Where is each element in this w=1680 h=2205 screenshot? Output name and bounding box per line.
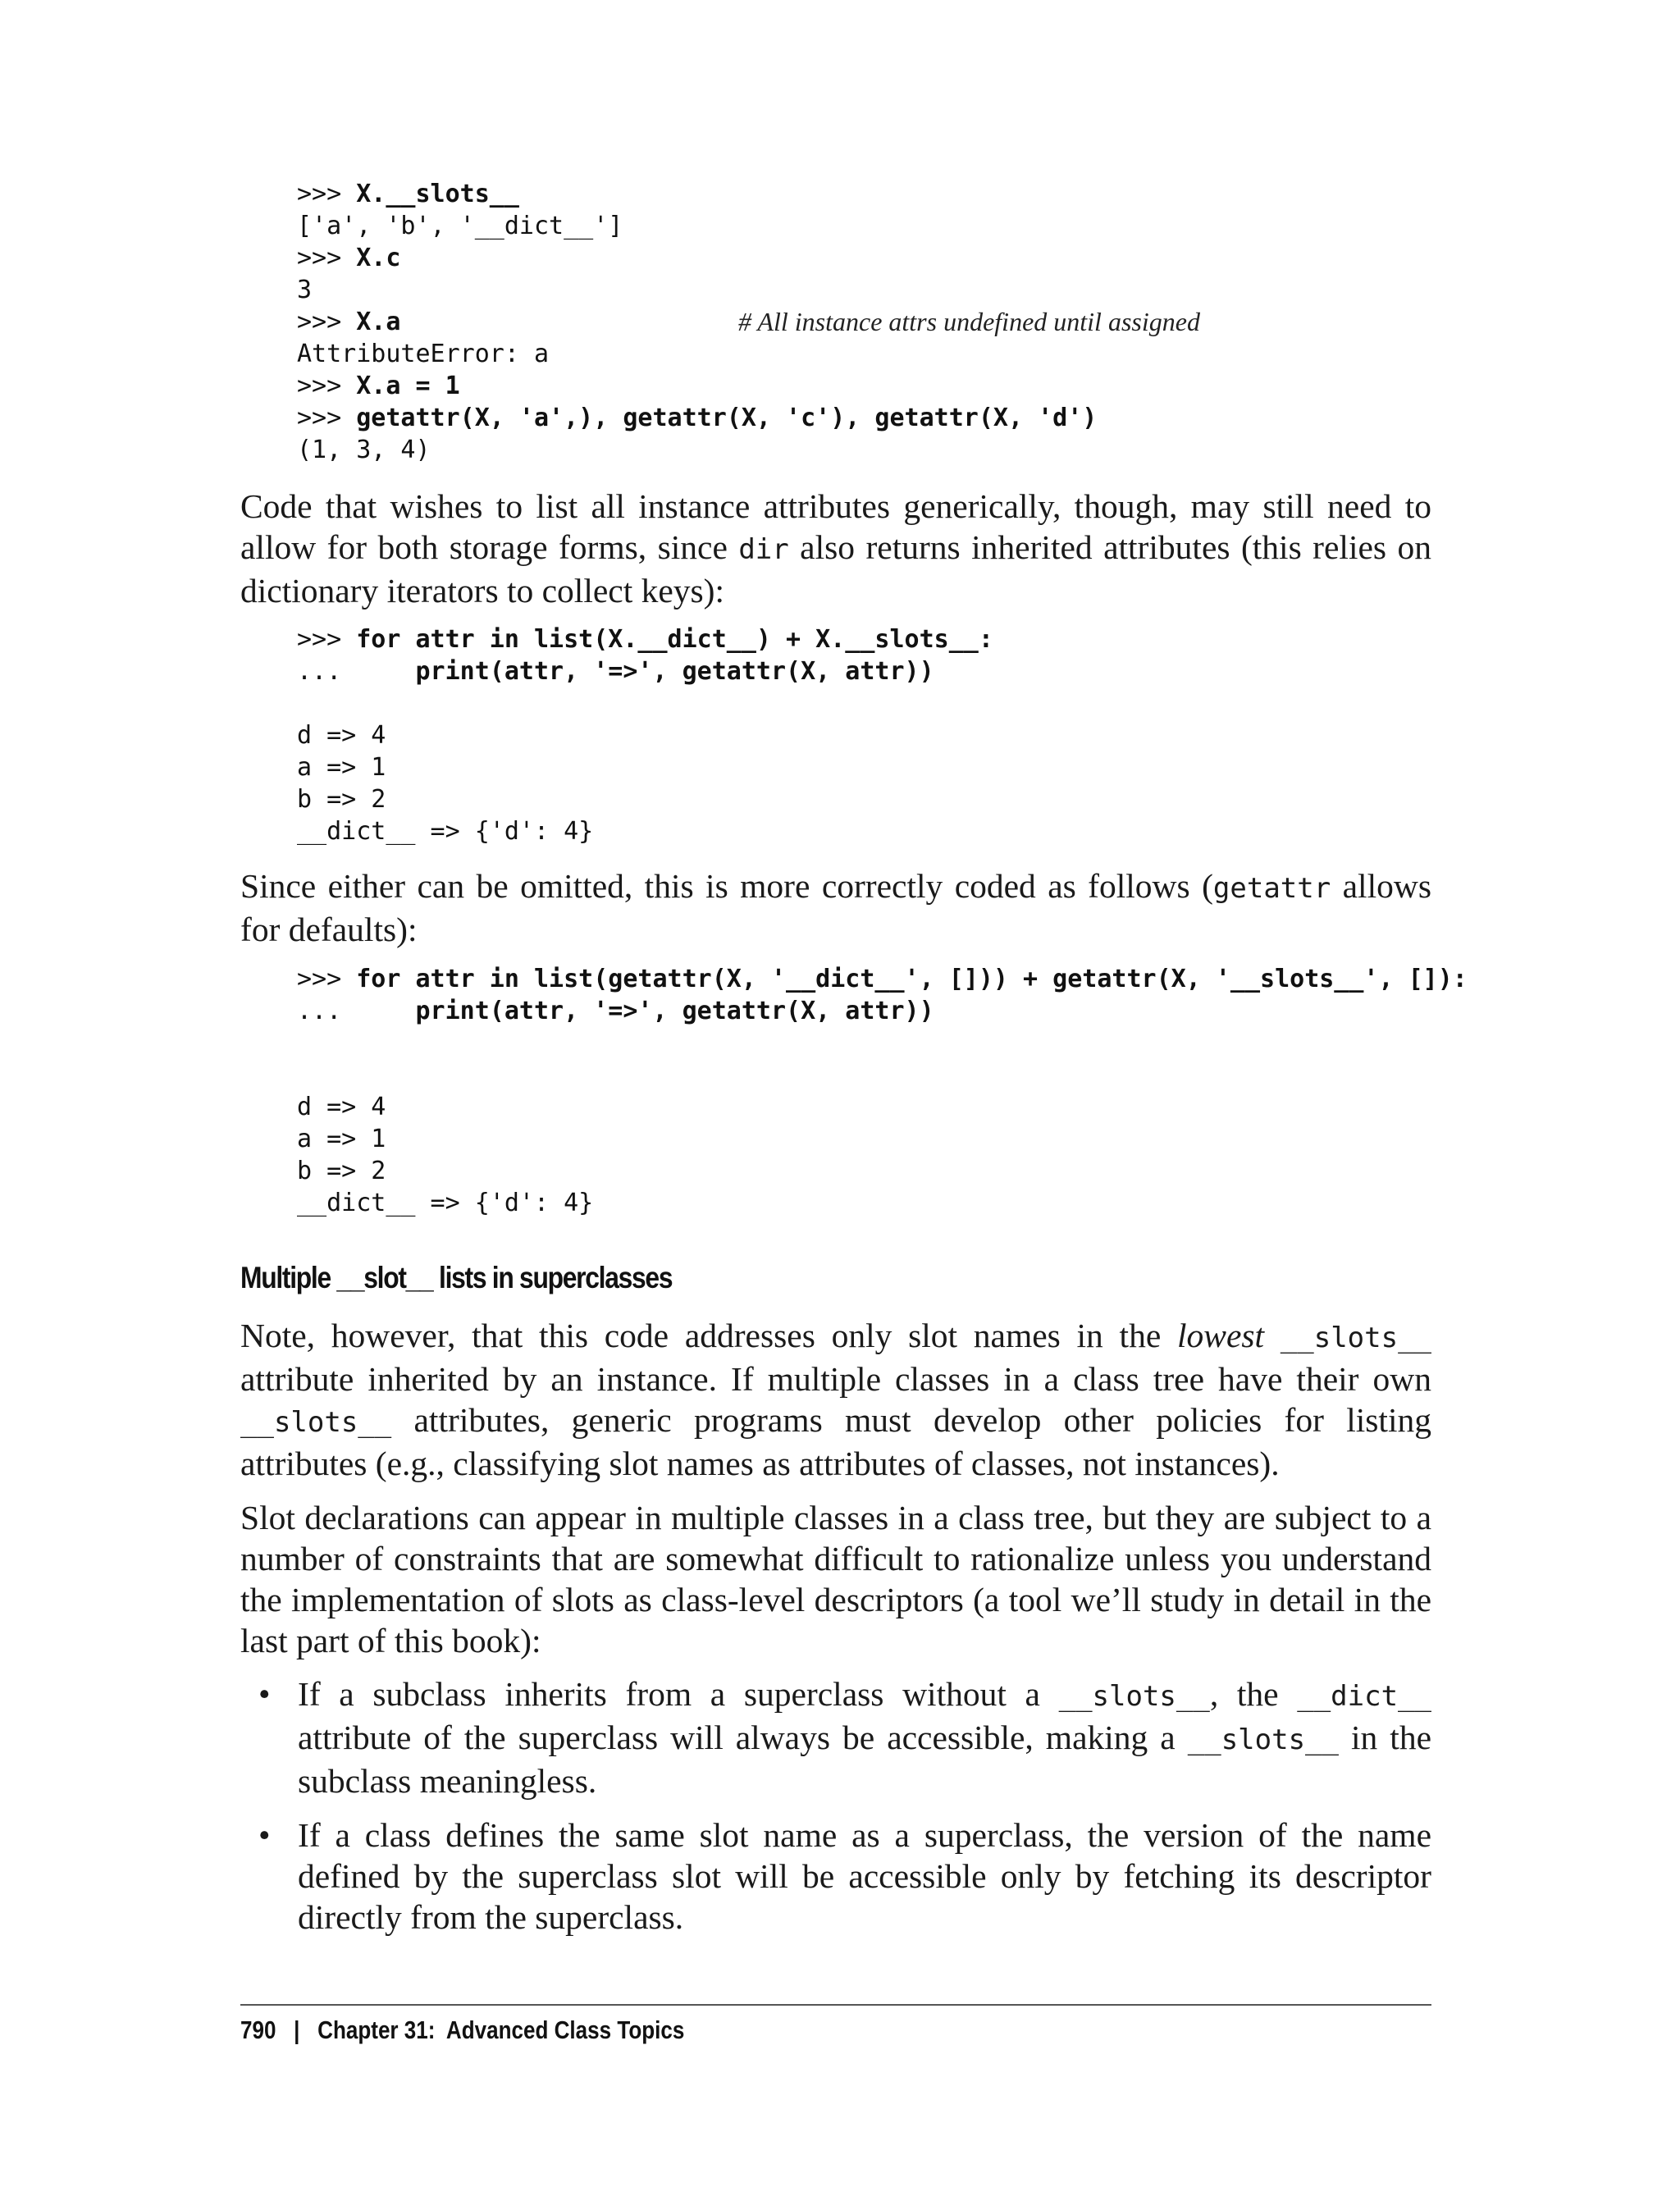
section-heading: Multiple __slot__ lists in superclasses bbox=[240, 1261, 673, 1294]
code-line bbox=[297, 370, 1097, 402]
chapter-title: Chapter 31: Advanced Class Topics bbox=[317, 2016, 685, 2044]
footer-divider bbox=[240, 2004, 1431, 2006]
code-line bbox=[297, 995, 1468, 1027]
code-prompt: >>> bbox=[297, 308, 357, 336]
code-output: a => 1 bbox=[297, 753, 386, 782]
paragraph-getattr-defaults bbox=[240, 865, 1431, 950]
code-prompt: ... bbox=[297, 657, 416, 686]
page-number: 790 bbox=[240, 2016, 276, 2044]
emphasis-lowest: lowest bbox=[1176, 1317, 1265, 1354]
code-line bbox=[297, 751, 993, 783]
code-block-1 bbox=[297, 178, 1200, 466]
code-prompt: >>> bbox=[297, 404, 357, 432]
bullet-icon: • bbox=[258, 1675, 271, 1713]
code-comment: # All instance attrs undefined until assigned bbox=[738, 307, 1200, 336]
code-line bbox=[297, 719, 993, 751]
code-output: AttributeError: a bbox=[297, 340, 550, 368]
code-line bbox=[297, 274, 1097, 306]
inline-code-slots: __slots__ bbox=[240, 1406, 392, 1439]
inline-code-dict: __dict__ bbox=[1297, 1680, 1431, 1713]
item-text: attribute of the superclass will always be accessible, making a bbox=[298, 1719, 1188, 1756]
code-input: print(attr, '=>', getattr(X, attr)) bbox=[415, 997, 934, 1025]
code-output: a => 1 bbox=[297, 1125, 386, 1153]
code-prompt: ... bbox=[297, 997, 416, 1025]
code-output: __dict__ => {'d': 4} bbox=[297, 817, 594, 846]
code-line bbox=[297, 623, 993, 655]
code-output: d => 4 bbox=[297, 1093, 386, 1121]
code-input: X.c bbox=[356, 244, 401, 272]
code-line bbox=[297, 1027, 1468, 1059]
list-item bbox=[240, 1673, 1431, 1801]
code-input: getattr(X, 'a',), getattr(X, 'c'), getattr(X, 'd') bbox=[356, 404, 1098, 432]
inline-code-slots: __slots__ bbox=[1280, 1322, 1432, 1354]
code-input: X.a bbox=[356, 308, 401, 336]
code-input: X.a = 1 bbox=[356, 372, 460, 400]
code-prompt: >>> bbox=[297, 180, 357, 208]
code-output: d => 4 bbox=[297, 721, 386, 750]
code-prompt: >>> bbox=[297, 244, 357, 272]
code-block-2 bbox=[297, 623, 993, 847]
constraint-list bbox=[240, 1673, 1431, 1951]
code-input: for attr in list(X.__dict__) + X.__slots__: bbox=[356, 625, 993, 654]
code-line bbox=[297, 687, 993, 719]
code-output: b => 2 bbox=[297, 785, 386, 814]
para-text: Code that wishes to list all instance attributes generically, though, may still need to allow for both storage forms, since bbox=[240, 487, 1431, 566]
item-text: in the subclass meaningless. bbox=[298, 1719, 1432, 1800]
code-line bbox=[297, 242, 1097, 274]
code-line bbox=[297, 1155, 1468, 1187]
inline-code-slots: __slots__ bbox=[1058, 1680, 1210, 1713]
bullet-icon: • bbox=[258, 1816, 271, 1854]
code-line bbox=[297, 1123, 1468, 1155]
item-text: If a subclass inherits from a superclass without a bbox=[298, 1675, 1059, 1713]
footer-separator: | bbox=[294, 2016, 300, 2044]
code-line bbox=[297, 402, 1097, 434]
code-output: __dict__ => {'d': 4} bbox=[297, 1189, 594, 1217]
code-line bbox=[297, 338, 1097, 370]
code-line bbox=[297, 1059, 1468, 1091]
code-line bbox=[297, 1091, 1468, 1123]
code-input: for attr in list(getattr(X, '__dict__', [])) + getattr(X, '__slots__', []): bbox=[356, 965, 1468, 993]
code-prompt: >>> bbox=[297, 625, 357, 654]
code-line bbox=[297, 963, 1468, 995]
code-block-3 bbox=[297, 963, 1468, 1219]
para-text: Note, however, that this code addresses only slot names in the bbox=[240, 1317, 1177, 1354]
code-line bbox=[297, 178, 1097, 210]
code-output: b => 2 bbox=[297, 1157, 386, 1185]
page-footer bbox=[240, 2016, 684, 2045]
para-text: attribute inherited by an instance. If multiple classes in a class tree have their own bbox=[240, 1360, 1431, 1398]
code-line bbox=[297, 306, 1200, 338]
inline-code-dir: dir bbox=[738, 533, 789, 566]
para-text bbox=[1264, 1317, 1281, 1354]
para-text: allows for defaults): bbox=[240, 867, 1431, 948]
item-text: , the bbox=[1209, 1675, 1298, 1713]
paragraph-slot-declarations: Slot declarations can appear in multiple classes in a class tree, but they are subject to a number of constraints that are somewhat difficult to rationalize unless you understand the implementation of slots as class-level descriptors (a tool we’ll study in detail in the last part of this book): bbox=[240, 1499, 1431, 1659]
para-text: attributes, generic programs must develop other policies for listing attributes (e.g., classifying slot names as attributes of classes, not instances). bbox=[240, 1401, 1431, 1482]
item-text: If a class defines the same slot name as a superclass, the version of the name defined by the superclass slot will be accessible only by fetching its descriptor directly from the superclass. bbox=[298, 1816, 1431, 1936]
code-line bbox=[297, 210, 1097, 242]
code-prompt: >>> bbox=[297, 965, 357, 993]
inline-code-slots: __slots__ bbox=[1187, 1723, 1339, 1756]
code-output: 3 bbox=[297, 276, 313, 304]
code-output: (1, 3, 4) bbox=[297, 436, 431, 464]
code-output: ['a', 'b', '__dict__'] bbox=[297, 212, 623, 240]
list-item bbox=[240, 1815, 1431, 1938]
inline-code-getattr: getattr bbox=[1212, 872, 1331, 905]
paragraph-storage-forms bbox=[240, 486, 1431, 611]
code-line bbox=[297, 434, 1097, 466]
code-line bbox=[297, 815, 993, 847]
code-input: print(attr, '=>', getattr(X, attr)) bbox=[415, 657, 934, 686]
code-line bbox=[297, 655, 993, 687]
paragraph-lowest-slots bbox=[240, 1315, 1431, 1484]
para-text: also returns inherited attributes (this relies on dictionary iterators to collect keys): bbox=[240, 528, 1431, 609]
code-line bbox=[297, 1187, 1468, 1219]
code-line bbox=[297, 783, 993, 815]
code-input: X.__slots__ bbox=[356, 180, 519, 208]
para-text: Since either can be omitted, this is more correctly coded as follows ( bbox=[240, 867, 1213, 905]
code-prompt: >>> bbox=[297, 372, 357, 400]
